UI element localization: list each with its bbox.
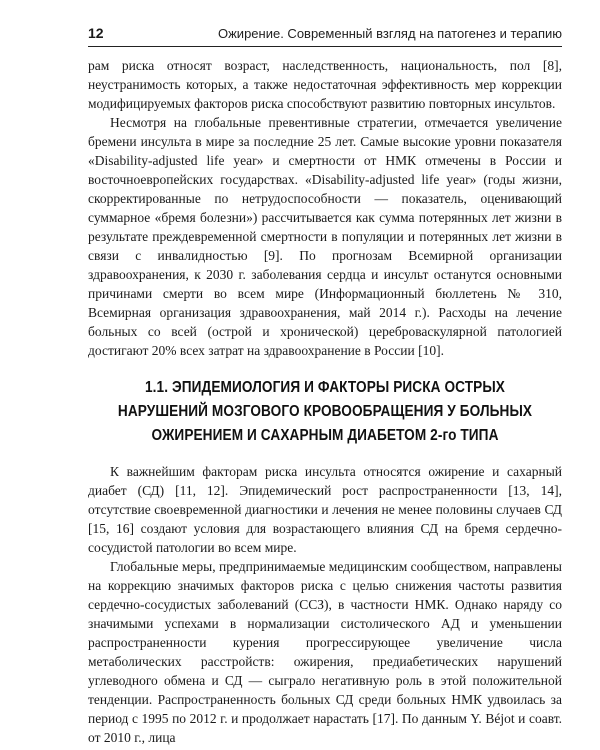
- paragraph-continuation: рам риска относят возраст, наследственность, национальность, пол [8], неустранимость которых, а также недостаточная эффективность мер коррекции модифицируемых факторов риска способствуют развитию повторных инсультов.: [88, 58, 562, 111]
- paragraph-stroke-burden: Несмотря на глобальные превентивные стратегии, отмечается увеличение бремени инсульта в мире за последние 25 лет. Самые высокие уровни показателя «Disability-adjusted life year» и смертности от НМК отмечены в России и восточноевропейских государствах. «Disability-adjusted life year» (годы жизни, скорректированные по нетрудоспособности — показатель, оценивающий суммарное «бремя болезни») рассчитывается как сумма потерянных лет жизни в результате преждевременной смертности в популяции и потерянных лет жизни в связи с инвалидностью [9]. По прогнозам Всемирной организации здравоохранения, к 2030 г. заболевания сердца и инсульт останутся основными причинами смерти во всем мире (Информационный бюллетень № 310, Всемирная организация здравоохранения, май 2014 г.). Расходы на лечение больных со всей (острой и хронической) цереброваскулярной патологией достигают 20% всех затрат на здравоохранение в России [10].: [88, 115, 562, 358]
- page-number: 12: [88, 25, 104, 41]
- paragraph-global-measures: Глобальные меры, предпринимаемые медицинским сообществом, направлены на коррекцию значимых факторов риска с целью снижения частоты развития сердечно-сосудистых заболеваний (ССЗ), в частности НМК. Однако наряду со значимыми успехами в нормализации систолического АД и уменьшении распространенности курения прогрессирующее увеличение числа метаболических расстройств: ожирения, предиабетических нарушений углеводного обмена и СД — сыграло негативную роль в этой положительной тенденции. Распространенность больных СД среди больных НМК удвоилась за период с 1995 по 2012 г. и продолжает нарастать [17]. По данным Y. Béjot и соавт. от 2010 г., лица: [88, 559, 562, 745]
- page-header: [88, 24, 562, 47]
- page-body: [88, 56, 562, 747]
- running-title: Ожирение. Современный взгляд на патогенез и терапию: [218, 26, 562, 41]
- section-heading: 1.1. ЭПИДЕМИОЛОГИЯ И ФАКТОРЫ РИСКА ОСТРЫХ НАРУШЕНИЙ МОЗГОВОГО КРОВООБРАЩЕНИЯ У БОЛЬНЫХ ОЖИРЕНИЕМ И САХАРНЫМ ДИАБЕТОМ 2-го ТИПА: [117, 379, 533, 444]
- paragraph-risk-factors: К важнейшим факторам риска инсульта относятся ожирение и сахарный диабет (СД) [11, 12]. Эпидемический рост распространенности [13, 14], отсутствие своевременной диагностики и лечения не менее половины случаев СД [15, 16] создают условия для возрастающего влияния СД на бремя сердечно-сосудистой патологии во всем мире.: [88, 464, 562, 555]
